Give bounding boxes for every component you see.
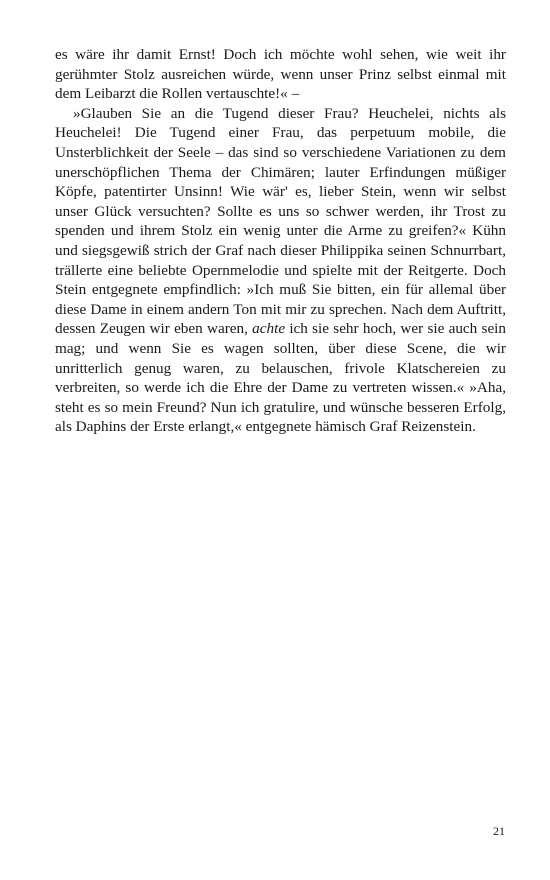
paragraph-2-text-a: »Glauben Sie an die Tugend dieser Frau? Heuchelei, nichts als Heuchelei! Die Tugend einer Frau, das perpetuum mobile, die Unsterblichkeit der Seele – das sind so verschiedene Variationen zu dem unerschöpflichen Thema der Chimären; lauter Erfindungen müßiger Köpfe, patentirter Unsinn! Wie wär' es, lieber Stein, wenn wir selbst unser Glück versuchten? Sollte es uns so schwer werden, ihr Trost zu spenden und ihrem Stolz ein wenig unter die Arme zu greifen?« Kühn und siegsgewiß strich der Graf nach dieser Philippika seinen Schnurrbart, trällerte eine beliebte Opernmelodie und spielte mit der Reitgerte. Doch Stein entgegnete empfindlich: »Ich muß Sie bitten, ein für allemal über diese Dame in einem andern Ton mit mir zu sprechen. Nach dem Auftritt, dessen Zeugen wir eben waren, [55, 104, 506, 338]
paragraph-1-text: es wäre ihr damit Ernst! Doch ich möchte wohl sehen, wie weit ihr gerühmter Stolz ausreichen würde, wenn unser Prinz selbst einmal mit dem Leibarzt die Rollen vertauschte!« – [55, 46, 506, 103]
paragraph-2-emphasis: achte [252, 320, 286, 338]
paragraph-2 [55, 104, 506, 437]
paragraph-2-text-b: ich sie sehr hoch, wer sie auch sein mag; und wenn Sie es wagen sollten, über diese Scene, die wir unritterlich genug waren, zu belauschen, frivole Klatschereien zu verbreiten, so werde ich die Ehre der Dame zu vertreten wissen.« »Aha, steht es so mein Freund? Nun ich gratulire, und wünsche besseren Erfolg, als Daphins der Erste erlangt,« entgegnete hämisch Graf Reizenstein. [55, 320, 506, 436]
page-body [55, 45, 506, 437]
paragraph-1 [55, 45, 506, 104]
page-number: 21 [493, 824, 505, 838]
